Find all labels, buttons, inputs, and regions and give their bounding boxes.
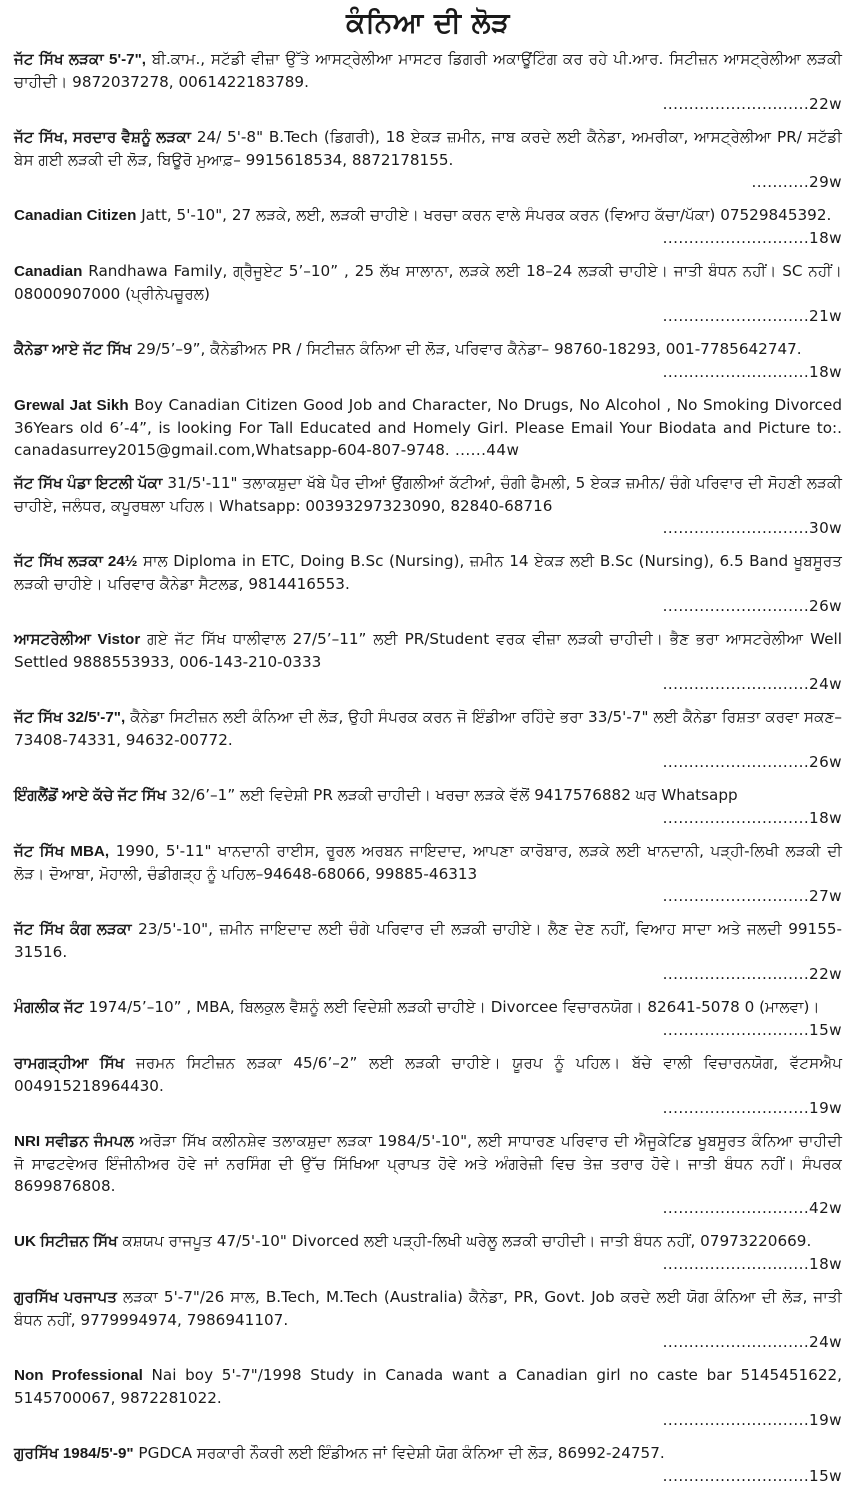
ad-word-count: ............................24w <box>662 675 842 693</box>
ad-text: ਜਰਮਨ ਸਿਟੀਜ਼ਨ ਲੜਕਾ 45/6’–2” ਲਈ ਲੜਕੀ ਚਾਹੀਏ। ਯੂਰਪ ਨੂੰ ਪਹਿਲ। ਬੱਚੇ ਵਾਲੀ ਵਿਚਾਰਨਯੋਗ, ਵੱਟਸਐਪ 004915218964430. <box>14 1054 843 1095</box>
ad-word-count: ............................18w <box>662 229 842 247</box>
ad-word-count: ............................15w <box>662 1467 842 1485</box>
ad-text: ਲੜਕਾ 5'-7"/26 ਸਾਲ, B.Tech, M.Tech (Australia) ਕੈਨੇਡਾ, PR, Govt. Job ਕਰਦੇ ਲਈ ਯੋਗ ਕੰਨਿਆ ਦੀ ਲੋੜ, ਜਾਤੀ ਬੰਧਨ ਨਹੀਂ, 9779994974, 7986941107. <box>14 1288 842 1329</box>
ad-text: 32/6’–1” ਲਈ ਵਿਦੇਸ਼ੀ PR ਲੜਕੀ ਚਾਹੀਦੀ। ਖਰਚਾ ਲੜਕੇ ਵੱਲੋਂ 9417576882 ਘਰ Whatsapp <box>166 786 738 804</box>
ad-heading: ਜੱਟ ਸਿੱਖ ਲੜਕਾ 5'-7", <box>14 51 147 68</box>
ad-word-count: ............................24w <box>662 1333 842 1351</box>
ad-heading: NRI ਸਵੀਡਨ ਜੰਮਪਲ <box>14 1133 134 1150</box>
ad-entry <box>14 1130 842 1219</box>
ad-heading: ਜੱਟ ਸਿੱਖ 32/5'-7", <box>14 709 126 726</box>
ad-word-count: ............................19w <box>662 1099 842 1117</box>
ad-entry <box>14 338 842 383</box>
ad-heading: ਕੈਨੇਡਾ ਆਏ ਜੱਟ ਸਿੱਖ <box>14 341 132 358</box>
ad-entry <box>14 784 842 829</box>
ad-heading: UK ਸਿਟੀਜ਼ਨ ਸਿੱਖ <box>14 1233 118 1250</box>
ad-entry <box>14 472 842 539</box>
ad-entry <box>14 204 842 249</box>
ad-entry <box>14 550 842 617</box>
ad-entry <box>14 1052 842 1119</box>
ad-text: ਕਸ਼ਯਪ ਰਾਜਪੂਤ 47/5'-10" Divorced ਲਈ ਪੜ੍ਹੀ-ਲਿਖੀ ਘਰੇਲੂ ਲੜਕੀ ਚਾਹੀਦੀ। ਜਾਤੀ ਬੰਧਨ ਨਹੀਂ, 07973220669. <box>117 1232 812 1250</box>
ad-entry <box>14 996 842 1041</box>
ad-word-count: ............................22w <box>662 95 842 113</box>
ad-heading: ਜੱਟ ਸਿੱਖ ਪੰਡਾ ਇਟਲੀ ਪੱਕਾ <box>14 475 163 492</box>
ad-heading: ਰਾਮਗੜ੍ਹੀਆ ਸਿੱਖ <box>14 1055 125 1072</box>
ad-heading: Non Professional <box>14 1367 143 1384</box>
ad-text: Randhawa Family, ਗ੍ਰੈਜੂਏਟ 5’–10” , 25 ਲੱਖ ਸਾਲਾਨਾ, ਲੜਕੇ ਲਈ 18–24 ਲੜਕੀ ਚਾਹੀਏ। ਜਾਤੀ ਬੰਧਨ ਨਹੀਂ। SC ਨਹੀਂ। 08000907000 (ਪ੍ਰੀਨੇਪਚੂਰਲ) <box>14 262 842 303</box>
ad-heading: ਜੱਟ ਸਿੱਖ ਕੰਗ ਲੜਕਾ <box>14 921 132 938</box>
ad-heading: ਜੱਟ ਸਿੱਖ ਲੜਕਾ 24½ <box>14 553 138 570</box>
ad-word-count: ......44w <box>449 441 520 459</box>
ad-text: Boy Canadian Citizen Good Job and Character, No Drugs, No Alcohol , No Smoking Divorced 36Years old 6’-4”, is looking For Tall Educated and Homely Girl. Please Email Your Biodata and Picture to:. canadasurrey2015@gmail.com,Whatsapp-604-807-9748. <box>14 396 842 459</box>
ad-word-count: ............................18w <box>662 1255 842 1273</box>
ad-entry <box>14 706 842 773</box>
ad-entry <box>14 260 842 327</box>
ad-text: PGDCA ਸਰਕਾਰੀ ਨੌਕਰੀ ਲਈ ਇੰਡੀਅਨ ਜਾਂ ਵਿਦੇਸ਼ੀ ਯੋਗ ਕੰਨਿਆ ਦੀ ਲੋੜ, 86992-24757. <box>133 1444 665 1462</box>
ad-heading: Canadian Citizen <box>14 207 137 224</box>
ad-text: ਅਰੋੜਾ ਸਿੱਖ ਕਲੀਨਸ਼ੇਵ ਤਲਾਕਸ਼ੁਦਾ ਲੜਕਾ 1984/5'-10", ਲਈ ਸਾਧਾਰਣ ਪਰਿਵਾਰ ਦੀ ਐਜੂਕੇਟਿਡ ਖੂਬਸੂਰਤ ਕੰਨਿਆ ਚਾਹੀਦੀ ਜੋ ਸਾਫਟਵੇਅਰ ਇੰਜੀਨੀਅਰ ਹੋਵੇ ਜਾਂ ਨਰਸਿੰਗ ਦੀ ਉੱਚ ਸਿੱਖਿਆ ਪ੍ਰਾਪਤ ਹੋਵੇ ਅਤੇ ਅੰਗਰੇਜ਼ੀ ਵਿਚ ਤੇਜ਼ ਤਰਾਰ ਹੋਵੇ। ਜਾਤੀ ਬੰਧਨ ਨਹੀਂ। ਸੰਪਰਕ 8699876808. <box>14 1132 842 1195</box>
ad-word-count: ............................21w <box>662 307 842 325</box>
ad-text: ਕੈਨੇਡਾ ਸਿਟੀਜ਼ਨ ਲਈ ਕੰਨਿਆ ਦੀ ਲੋੜ, ਉਹੀ ਸੰਪਰਕ ਕਰਨ ਜੋ ਇੰਡੀਆ ਰਹਿੰਦੇ ਭਰਾ 33/5'-7" ਲਈ ਕੈਨੇਡਾ ਰਿਸ਼ਤਾ ਕਰਵਾ ਸਕਣ–73408-74331, 94632-00772. <box>14 708 842 749</box>
ad-heading: ਜੱਟ ਸਿੱਖ, ਸਰਦਾਰ ਵੈਸ਼ਨੂੰ ਲੜਕਾ <box>14 129 192 146</box>
ad-word-count: ............................26w <box>662 597 842 615</box>
ad-entry <box>14 1230 842 1275</box>
ad-entry <box>14 918 842 985</box>
ad-text: Nai boy 5'-7"/1998 Study in Canada want a Canadian girl no caste bar 5145451622, 5145700067, 9872281022. <box>14 1366 842 1407</box>
ad-heading: Grewal Jat Sikh <box>14 397 129 414</box>
ad-word-count: ............................18w <box>662 363 842 381</box>
ad-entry <box>14 628 842 695</box>
ad-text: ਸਾਲ Diploma in ETC, Doing B.Sc (Nursing), ਜ਼ਮੀਨ 14 ਏਕੜ ਲਈ B.Sc (Nursing), 6.5 Band ਖੂਬਸੂਰਤ ਲੜਕੀ ਚਾਹੀਏ। ਪਰਿਵਾਰ ਕੈਨੇਡਾ ਸੈਟਲਡ, 9814416553. <box>14 552 843 593</box>
ad-heading: ਗੁਰਸਿੱਖ 1984/5'-9" <box>14 1445 134 1462</box>
ad-entry <box>14 394 842 461</box>
ad-text: ਬੀ.ਕਾਮ., ਸਟੱਡੀ ਵੀਜ਼ਾ ਉੱਤੇ ਆਸਟ੍ਰੇਲੀਆ ਮਾਸਟਰ ਡਿਗਰੀ ਅਕਾਊਂਟਿੰਗ ਕਰ ਰਹੇ ਪੀ.ਆਰ. ਸਿਟੀਜ਼ਨ ਆਸਟ੍ਰੇਲੀਆ ਲੜਕੀ ਚਾਹੀਦੀ। 9872037278, 0061422183789. <box>14 50 842 91</box>
page-title: ਕੰਨਿਆ ਦੀ ਲੋੜ <box>346 6 510 39</box>
ad-list <box>14 48 842 1487</box>
ad-text: Jatt, 5'-10", 27 ਲੜਕੇ, ਲਈ, ਲੜਕੀ ਚਾਹੀਏ। ਖਰਚਾ ਕਰਨ ਵਾਲੇ ਸੰਪਰਕ ਕਰਨ (ਵਿਆਹ ਕੱਚਾ/ਪੱਕਾ) 07529845392. <box>136 206 832 224</box>
ad-word-count: ............................42w <box>662 1199 842 1217</box>
ad-text: 1974/5’–10” , MBA, ਬਿਲਕੁਲ ਵੈਸ਼ਨੂੰ ਲਈ ਵਿਦੇਸ਼ੀ ਲੜਕੀ ਚਾਹੀਏ। Divorcee ਵਿਚਾਰਨਯੋਗ। 82641-5078 0 (ਮਾਲਵਾ)। <box>83 998 820 1016</box>
ad-text: 24/ 5'-8" B.Tech (ਡਿਗਰੀ), 18 ਏਕੜ ਜ਼ਮੀਨ, ਜਾਬ ਕਰਦੇ ਲਈ ਕੈਨੇਡਾ, ਅਮਰੀਕਾ, ਆਸਟ੍ਰੇਲੀਆ PR/ ਸਟੱਡੀ ਬੇਸ ਗਈ ਲੜਕੀ ਦੀ ਲੋੜ, ਬਿਊਰੋ ਮੁਆਫ਼– 9915618534, 8872178155. <box>14 128 842 169</box>
ad-entry <box>14 48 842 115</box>
ad-heading: ਜੱਟ ਸਿੱਖ MBA, <box>14 843 110 860</box>
ad-heading: ਆਸਟਰੇਲੀਆ Vistor <box>14 631 141 648</box>
ad-word-count: ...........29w <box>751 173 842 191</box>
ad-word-count: ............................15w <box>662 1021 842 1039</box>
ad-word-count: ............................19w <box>662 1411 842 1429</box>
ad-entry <box>14 840 842 907</box>
ad-word-count: ............................26w <box>662 753 842 771</box>
ad-heading: ਇੰਗਲੈਂਡੋਂ ਆਏ ਕੱਚੇ ਜੱਟ ਸਿੱਖ <box>14 787 167 804</box>
ad-entry <box>14 126 842 193</box>
ad-entry <box>14 1364 842 1431</box>
ad-entry <box>14 1442 842 1487</box>
ad-word-count: ............................30w <box>662 519 842 537</box>
ad-word-count: ............................27w <box>662 887 842 905</box>
ad-text: ਗਏ ਜੱਟ ਸਿੱਖ ਧਾਲੀਵਾਲ 27/5’–11” ਲਈ PR/Student ਵਰਕ ਵੀਜ਼ਾ ਲੜਕੀ ਚਾਹੀਦੀ। ਭੈਣ ਭਰਾ ਆਸਟਰੇਲੀਆ Well Settled 9888553933, 006-143-210-0333 <box>14 630 842 671</box>
ad-heading: ਮੰਗਲੀਕ ਜੱਟ <box>14 999 84 1016</box>
ad-text: 31/5'-11" ਤਲਾਕਸ਼ੁਦਾ ਖੱਬੇ ਪੈਰ ਦੀਆਂ ਉਂਗਲੀਆਂ ਕੱਟੀਆਂ, ਚੰਗੀ ਫੈਮਲੀ, 5 ਏਕੜ ਜ਼ਮੀਨ/ ਚੰਗੇ ਪਰਿਵਾਰ ਦੀ ਸੋਹਣੀ ਲੜਕੀ ਚਾਹੀਏ, ਜਲੰਧਰ, ਕਪੂਰਥਲਾ ਪਹਿਲ। Whatsapp: 00393297323090, 82840-68716 <box>14 474 842 515</box>
ad-heading: ਗੁਰਸਿੱਖ ਪਰਜਾਪਤ <box>14 1289 118 1306</box>
ad-text: 29/5’–9”, ਕੈਨੇਡੀਅਨ PR / ਸਿਟੀਜ਼ਨ ਕੰਨਿਆ ਦੀ ਲੋੜ, ਪਰਿਵਾਰ ਕੈਨੇਡਾ– 98760-18293, 001-7785642747. <box>131 340 802 358</box>
ad-heading: Canadian <box>14 263 83 280</box>
ad-text: 23/5'-10", ਜ਼ਮੀਨ ਜਾਇਦਾਦ ਲਈ ਚੰਗੇ ਪਰਿਵਾਰ ਦੀ ਲੜਕੀ ਚਾਹੀਏ। ਲੈਣ ਦੇਣ ਨਹੀਂ, ਵਿਆਹ ਸਾਦਾ ਅਤੇ ਜਲਦੀ 99155-31516. <box>14 920 842 961</box>
ad-entry <box>14 1286 842 1353</box>
ad-word-count: ............................18w <box>662 809 842 827</box>
ad-text: 1990, 5'-11" ਖਾਨਦਾਨੀ ਰਾਈਸ, ਰੂਰਲ ਅਰਬਨ ਜਾਇਦਾਦ, ਆਪਣਾ ਕਾਰੋਬਾਰ, ਲੜਕੇ ਲਈ ਖਾਨਦਾਨੀ, ਪੜ੍ਹੀ-ਲਿਖੀ ਲੜਕੀ ਦੀ ਲੋੜ। ਦੋਆਬਾ, ਮੋਹਾਲੀ, ਚੰਡੀਗੜ੍ਹ ਨੂੰ ਪਹਿਲ–94648-68066, 99885-46313 <box>14 842 842 883</box>
ad-word-count: ............................22w <box>662 965 842 983</box>
